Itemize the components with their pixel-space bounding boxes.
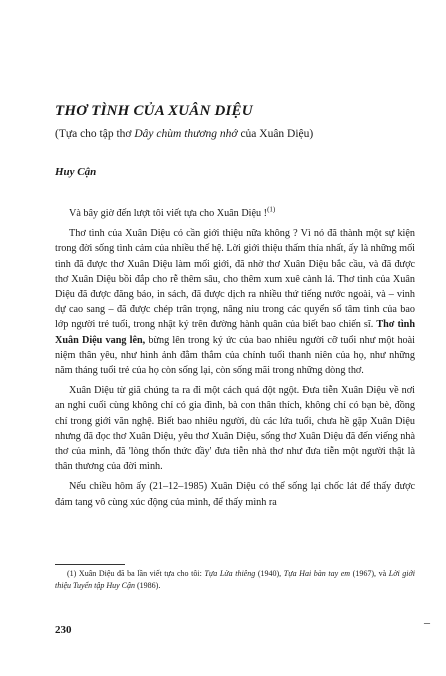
edge-mark: –: [424, 615, 430, 629]
footnote-divider: [55, 564, 125, 565]
author-name: Huy Cận: [55, 166, 97, 178]
paragraph-3: Xuân Diệu từ giã chúng ta ra đi một cách quá đột ngột. Đưa tiễn Xuân Diệu về nơi an nghỉ cuối cùng không chỉ có gia đình, bà con thân thích, không chỉ có bạn bè, đồng chí trong giới văn nghệ. Biết bao nhiêu người, dù các lứa tuổi, chưa hề gặp Xuân Diệu nhưng đã đọc thơ Xuân Diệu, yêu thơ Xuân Diệu, sống thơ Xuân Diệu đã đến viếng nhà thơ của mình, đã 'lòng thổn thức đầy' đưa tiễn nhà thơ như đưa tiễn một người thật là thân thương của đời mình.: [55, 385, 415, 473]
chapter-title: THƠ TÌNH CỦA XUÂN DIỆU: [55, 103, 253, 119]
chapter-subtitle: [55, 128, 415, 140]
paragraph-4: Nếu chiều hôm ấy (21–12–1985) Xuân Diệu có thể sống lại chốc lát để thấy được đám tang vô cùng xúc động của mình, để thấy mình ra: [55, 481, 415, 508]
footnote-suffix: (1986).: [135, 581, 161, 590]
page-number: 230: [55, 624, 72, 636]
paragraph-1-text: Và bây giờ đến lượt tôi viết tựa cho Xuân Diệu !: [69, 208, 268, 219]
paragraph-2-bold: Thơ tình Xuân Diệu vang lên,: [55, 319, 416, 346]
subtitle-suffix: của Xuân Diệu): [237, 128, 314, 140]
body-text: [55, 206, 415, 515]
footnote-reference: (1): [267, 205, 276, 214]
footnote-mid-2: (1967), và: [350, 569, 389, 578]
subtitle-prefix: (Tựa cho tập thơ: [55, 128, 135, 140]
paragraph-1: [55, 206, 415, 221]
footnote-book-1: Tựa Lửa thiêng: [204, 569, 256, 578]
paragraph-2-part-a: Thơ tình của Xuân Diệu có cần giới thiệu nữa không ? Vì nó đã thành một sự kiện trong đời sống tình cảm của nhiều thế hệ. Lời giới thiệu thấm thía nhất, ấy là những mối tình đã được thơ Xuân Diệu làm mối giới, đã nhờ thơ Xuân Diệu bắc cầu, và đã được thơ Xuân Diệu bồi đắp cho rễ thêm sâu, cho thêm xum xuê cành lá. Thơ tình của Xuân Diệu đã được đăng báo, in sách, đã được dịch ra nhiều thứ tiếng nước ngoài, và – vinh dự cao sang – đã được chép trân trọng, nâng niu trong các quyển sổ tâm tình của bao lớp người trẻ tuổi, trong nhật ký trên đường hành quân của biết bao chiến sĩ.: [55, 228, 415, 331]
footnote-prefix: (1) Xuân Diệu đã ba lần viết tựa cho tôi:: [67, 569, 205, 578]
paragraph-2-part-b: bừng lên trong ký ức của bao nhiêu người cỡ tuổi như một hoài niệm thân yêu, như hình ảnh đằm thắm của chính tuổi thanh niên của họ, như những năm tháng tuổi trẻ của họ còn sống lại, còn sống mãi trong những dòng thơ.: [55, 334, 415, 377]
footnote: [55, 568, 415, 592]
footnote-mid-1: (1940),: [255, 569, 284, 578]
footnote-book-2: Tựa Hai bàn tay em: [283, 569, 351, 578]
paragraph-2: [55, 226, 415, 378]
subtitle-book-title: Dây chùm thương nhớ: [134, 128, 238, 140]
footnote-book-3: Lời giới thiệu Tuyển tập Huy Cận: [55, 569, 416, 590]
